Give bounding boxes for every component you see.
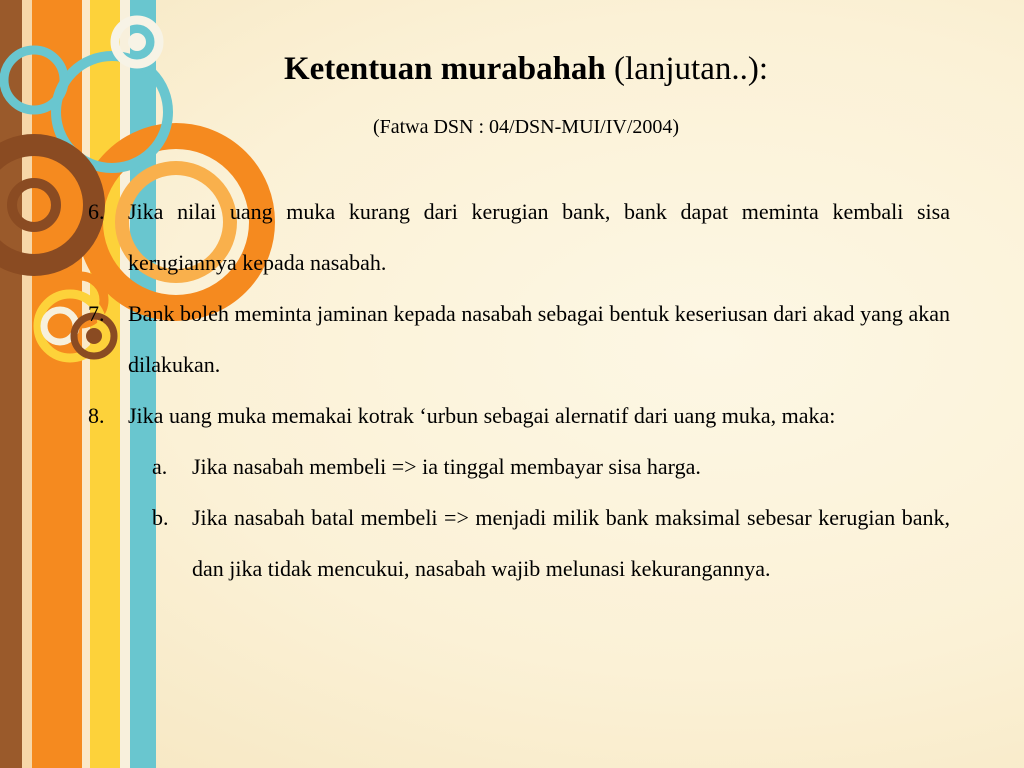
list-item-6 (88, 186, 950, 288)
list-item-text: Bank boleh meminta jaminan kepada nasabah sebagai bentuk keseriusan dari akad yang akan dilakukan. (128, 301, 950, 377)
sub-list-item-letter: a. (152, 454, 168, 479)
sub-list-item-a (88, 441, 950, 492)
list-item-7 (88, 288, 950, 390)
list-item-8 (88, 390, 950, 441)
slide-title (120, 48, 932, 90)
sub-list-item-text: Jika nasabah batal membeli => menjadi milik bank maksimal sebesar kerugian bank, dan jika tidak mencukui, nasabah wajib melunasi kekurangannya. (192, 505, 950, 581)
list-item-text: Jika uang muka memakai kotrak ‘urbun sebagai alernatif dari uang muka, maka: (128, 403, 836, 428)
list-item-text: Jika nilai uang muka kurang dari kerugian bank, bank dapat meminta kembali sisa kerugiannya kepada nasabah. (128, 199, 950, 275)
slide-title-rest: (lanjutan..): (614, 51, 768, 87)
slide-title-bold: Ketentuan murabahah (283, 51, 606, 87)
list-item-number: 6. (88, 199, 105, 224)
slide-content (88, 186, 950, 594)
sub-list-item-letter: b. (152, 505, 169, 530)
list-item-number: 8. (88, 403, 105, 428)
sub-list-item-text: Jika nasabah membeli => ia tinggal membayar sisa harga. (192, 454, 701, 479)
sub-list-item-b (88, 492, 950, 594)
list-item-number: 7. (88, 301, 105, 326)
slide-subtitle: (Fatwa DSN : 04/DSN-MUI/IV/2004) (372, 116, 680, 138)
